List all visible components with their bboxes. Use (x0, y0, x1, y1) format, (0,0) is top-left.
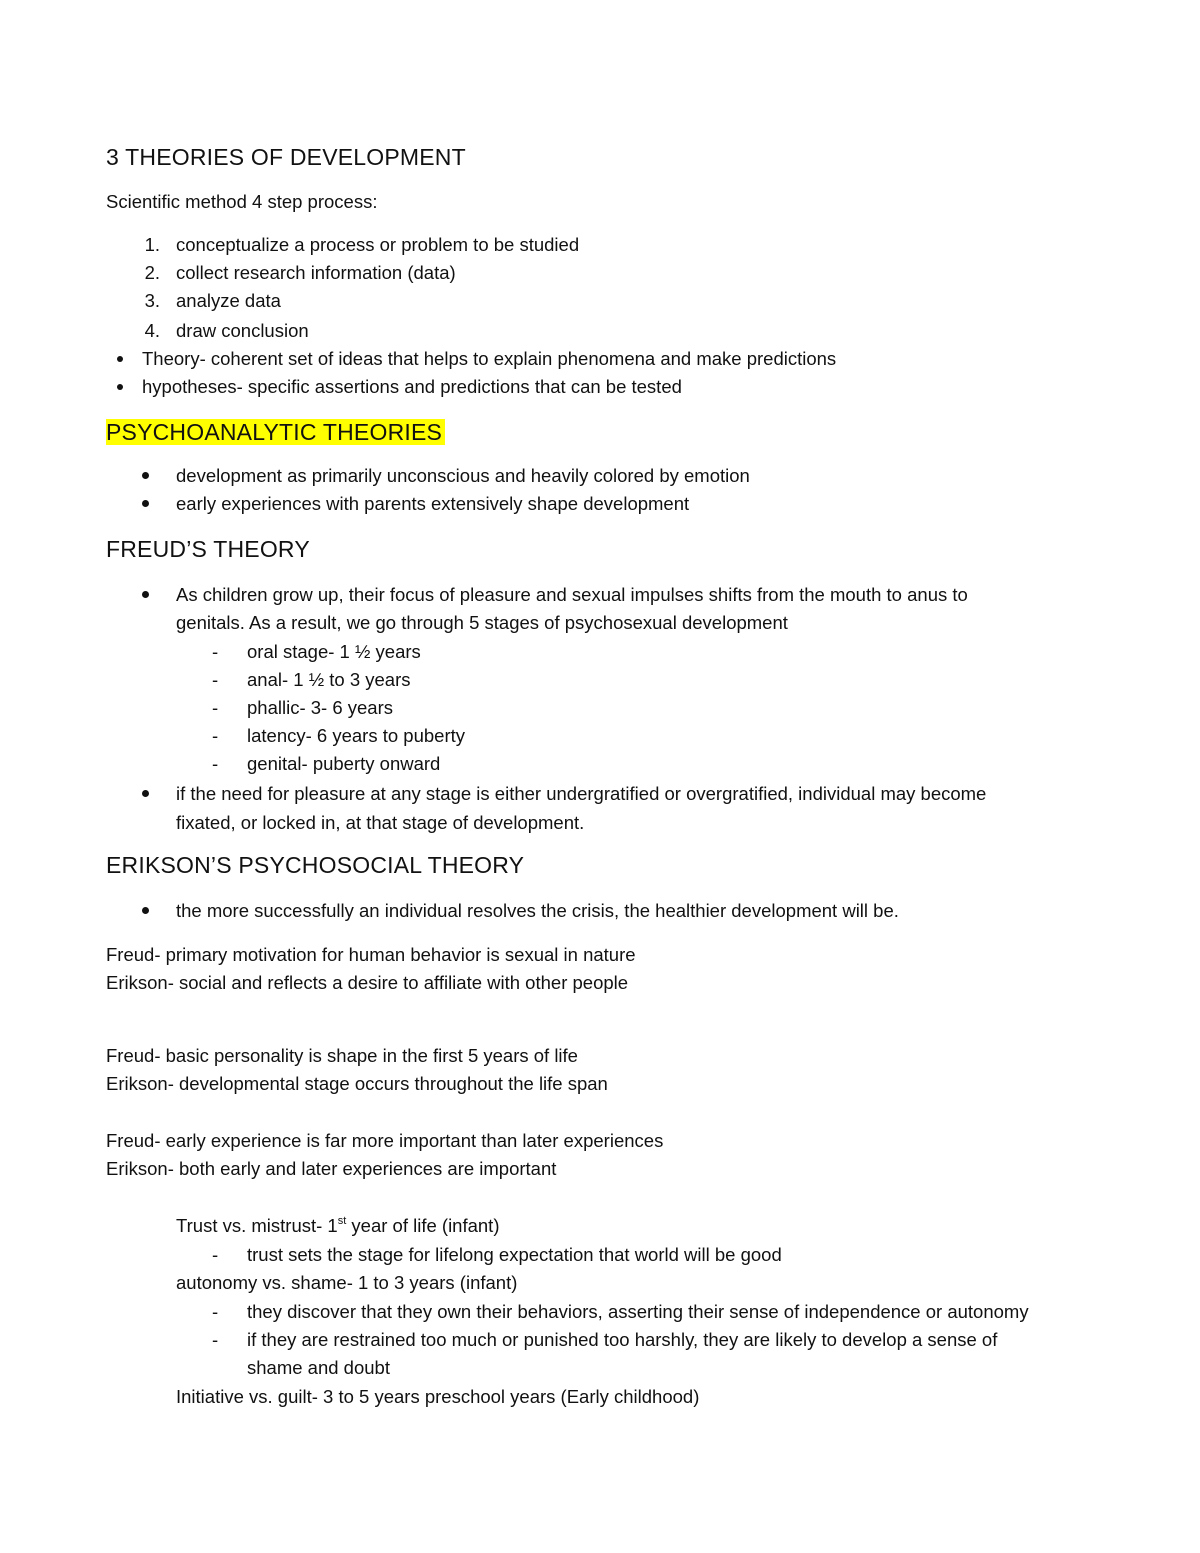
comparison-line: Erikson- social and reflects a desire to affiliate with other people (106, 972, 629, 993)
section-heading-psychoanalytic (106, 417, 445, 447)
step-text: conceptualize a process or problem to be studied (176, 234, 580, 255)
bullet-text: development as primarily unconscious and heavily colored by emotion (176, 465, 750, 486)
bullet-text-continued: fixated, or locked in, at that stage of development. (176, 812, 585, 833)
dash-marker: - (212, 1301, 219, 1322)
comparison-line: Freud- basic personality is shape in the first 5 years of life (106, 1045, 578, 1066)
step-number: 2. (144, 262, 160, 283)
bullet-icon (142, 907, 149, 914)
comparison-line: Freud- primary motivation for human behavior is sexual in nature (106, 944, 636, 965)
stage-item: oral stage- 1 ½ years (247, 641, 421, 662)
step-text: analyze data (176, 290, 281, 311)
dash-marker: - (212, 641, 219, 662)
stage-detail: if they are restrained too much or punished too harshly, they are likely to develop a sense of (247, 1329, 998, 1350)
page-title: 3 THEORIES OF DEVELOPMENT (106, 144, 466, 170)
dash-marker: - (212, 697, 219, 718)
bullet-icon (142, 591, 149, 598)
step-number: 3. (144, 290, 160, 311)
dash-marker: - (212, 725, 219, 746)
stage-trust-text: Trust vs. mistrust- 1 (176, 1215, 338, 1236)
bullet-text: As children grow up, their focus of pleasure and sexual impulses shifts from the mouth to anus to (176, 584, 968, 605)
ordinal-suffix: st (337, 1214, 347, 1227)
dash-marker: - (212, 1244, 219, 1265)
bullet-icon (142, 472, 149, 479)
comparison-line: Erikson- developmental stage occurs throughout the life span (106, 1073, 608, 1094)
stage-item: genital- puberty onward (247, 753, 441, 774)
bullet-text: Theory- coherent set of ideas that helps to explain phenomena and make predictions (142, 348, 837, 369)
bullet-icon (142, 790, 149, 797)
stage-item: latency- 6 years to puberty (247, 725, 465, 746)
stage-item: phallic- 3- 6 years (247, 697, 394, 718)
dash-marker: - (212, 669, 219, 690)
step-text: collect research information (data) (176, 262, 456, 283)
bullet-text: the more successfully an individual resolves the crisis, the healthier development will be. (176, 900, 899, 921)
bullet-icon (142, 500, 149, 507)
step-text: draw conclusion (176, 320, 309, 341)
bullet-text: if the need for pleasure at any stage is either undergratified or overgratified, individual may become (176, 783, 987, 804)
section-heading-freud: FREUD’S THEORY (106, 536, 310, 562)
comparison-line: Erikson- both early and later experiences are important (106, 1158, 557, 1179)
bullet-icon (117, 384, 123, 390)
comparison-line: Freud- early experience is far more important than later experiences (106, 1130, 664, 1151)
stage-detail: trust sets the stage for lifelong expectation that world will be good (247, 1244, 782, 1265)
stage-detail-continued: shame and doubt (247, 1357, 390, 1378)
step-number: 4. (144, 320, 160, 341)
dash-marker: - (212, 1329, 219, 1350)
bullet-icon (117, 356, 123, 362)
stage-trust-text-end: year of life (infant) (346, 1215, 500, 1236)
step-number: 1. (144, 234, 160, 255)
stage-autonomy: autonomy vs. shame- 1 to 3 years (infant) (176, 1272, 518, 1293)
stage-trust (176, 1214, 499, 1238)
bullet-text: early experiences with parents extensively shape development (176, 493, 690, 514)
stage-detail: they discover that they own their behaviors, asserting their sense of independence or autonomy (247, 1301, 1029, 1322)
bullet-text: hypotheses- specific assertions and predictions that can be tested (142, 376, 682, 397)
bullet-text-continued: genitals. As a result, we go through 5 stages of psychosexual development (176, 612, 788, 633)
highlighted-heading: PSYCHOANALYTIC THEORIES (106, 419, 445, 445)
stage-item: anal- 1 ½ to 3 years (247, 669, 411, 690)
scientific-method-intro: Scientific method 4 step process: (106, 191, 378, 212)
dash-marker: - (212, 753, 219, 774)
section-heading-erikson: ERIKSON’S PSYCHOSOCIAL THEORY (106, 852, 525, 878)
stage-initiative: Initiative vs. guilt- 3 to 5 years preschool years (Early childhood) (176, 1386, 700, 1407)
